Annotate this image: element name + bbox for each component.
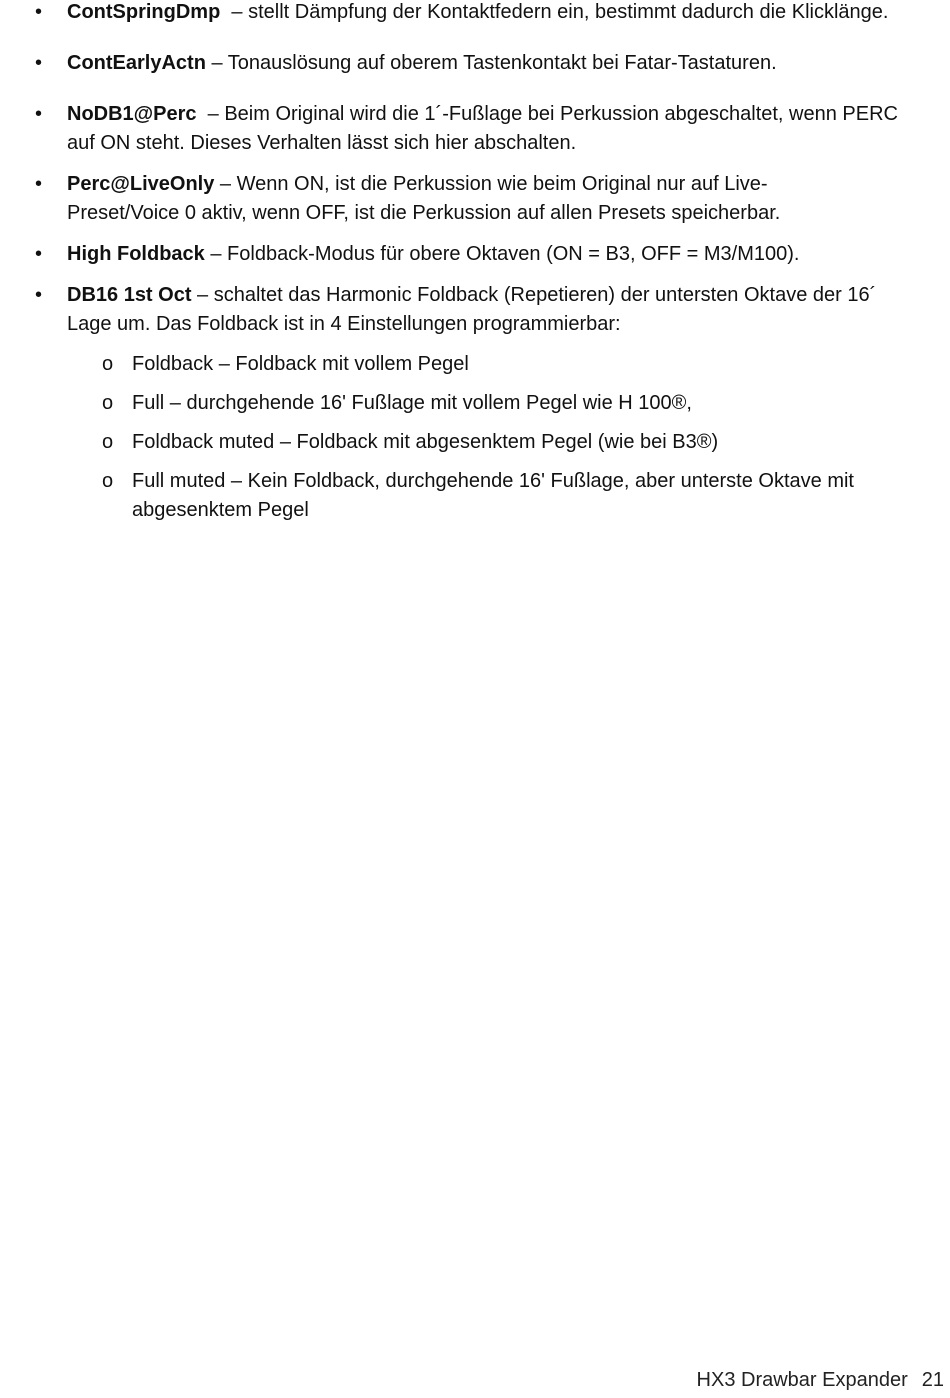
description-nodb1-perc: – Beim Original wird die 1´-Fußlage bei Perkussion abgeschaltet, wenn PERC auf ON steht. Dieses Verhalten lässt sich hier abschalten. [67, 103, 904, 154]
sub-item-full [67, 389, 950, 418]
term-db16-1st-oct: DB16 1st Oct [67, 284, 192, 306]
sub-item-foldback-muted [67, 428, 950, 457]
list-item-high-foldback [0, 240, 950, 269]
description-high-foldback: – Foldback-Modus für obere Oktaven (ON = B3, OFF = M3/M100). [204, 243, 800, 265]
list-item-contspringdmp [0, 0, 950, 27]
sub-bullet: o [102, 470, 114, 492]
sub-item-text: Foldback muted – Foldback mit abgesenktem Pegel (wie bei B3®) [132, 431, 719, 453]
bullet: • [35, 1, 43, 23]
bullet: • [35, 103, 43, 125]
sub-bullet: o [102, 392, 114, 414]
bullet: • [35, 173, 43, 195]
term-contspringdmp: ContSpringDmp [67, 1, 221, 23]
list-item-nodb1-perc [0, 100, 950, 158]
sub-item-foldback [67, 350, 950, 379]
description-line-1 [67, 281, 950, 310]
page-number: 21 [921, 1369, 944, 1391]
list-item-contearlyactn [0, 49, 950, 78]
sub-item-text: Foldback – Foldback mit vollem Pegel [132, 353, 469, 375]
term-nodb1-perc: NoDB1@Perc [67, 103, 197, 125]
description-contspringdmp: – stellt Dämpfung der Kontaktfedern ein, bestimmt dadurch die Klicklänge. [220, 1, 889, 23]
page-footer [697, 1366, 944, 1395]
list-item-perc-liveonly [0, 170, 950, 228]
bullet: • [35, 52, 43, 74]
bullet: • [35, 243, 43, 265]
description-contearlyactn: – Tonauslösung auf oberem Tastenkontakt bei Fatar-Tastaturen. [205, 52, 777, 74]
term-high-foldback: High Foldback [67, 243, 205, 265]
sub-bullet: o [102, 353, 114, 375]
bullet: • [35, 284, 43, 306]
description-db16-part2: Lage um. Das Foldback ist in 4 Einstellungen programmierbar: [67, 313, 621, 335]
foldback-options-list [67, 350, 950, 525]
description-db16-part1: – schaltet das Harmonic Foldback (Repetieren) der untersten Oktave der 16´ [191, 284, 877, 306]
description-perc-liveonly: – Wenn ON, ist die Perkussion wie beim Original nur auf Live-Preset/Voice 0 aktiv, wenn OFF, ist die Perkussion auf allen Presets speicherbar. [67, 173, 781, 224]
term-perc-liveonly: Perc@LiveOnly [67, 173, 215, 195]
term-contearlyactn: ContEarlyActn [67, 52, 206, 74]
footer-title: HX3 Drawbar Expander [696, 1369, 908, 1391]
sub-item-text: Full muted – Kein Foldback, durchgehende 16' Fußlage, aber unterste Oktave mit abgesenktem Pegel [132, 470, 854, 521]
parameter-list [0, 0, 950, 535]
sub-item-text: Full – durchgehende 16' Fußlage mit vollem Pegel wie H 100®, [132, 392, 692, 414]
sub-item-full-muted [67, 467, 950, 525]
list-item-db16-1st-oct [0, 281, 950, 525]
sub-bullet: o [102, 431, 114, 453]
